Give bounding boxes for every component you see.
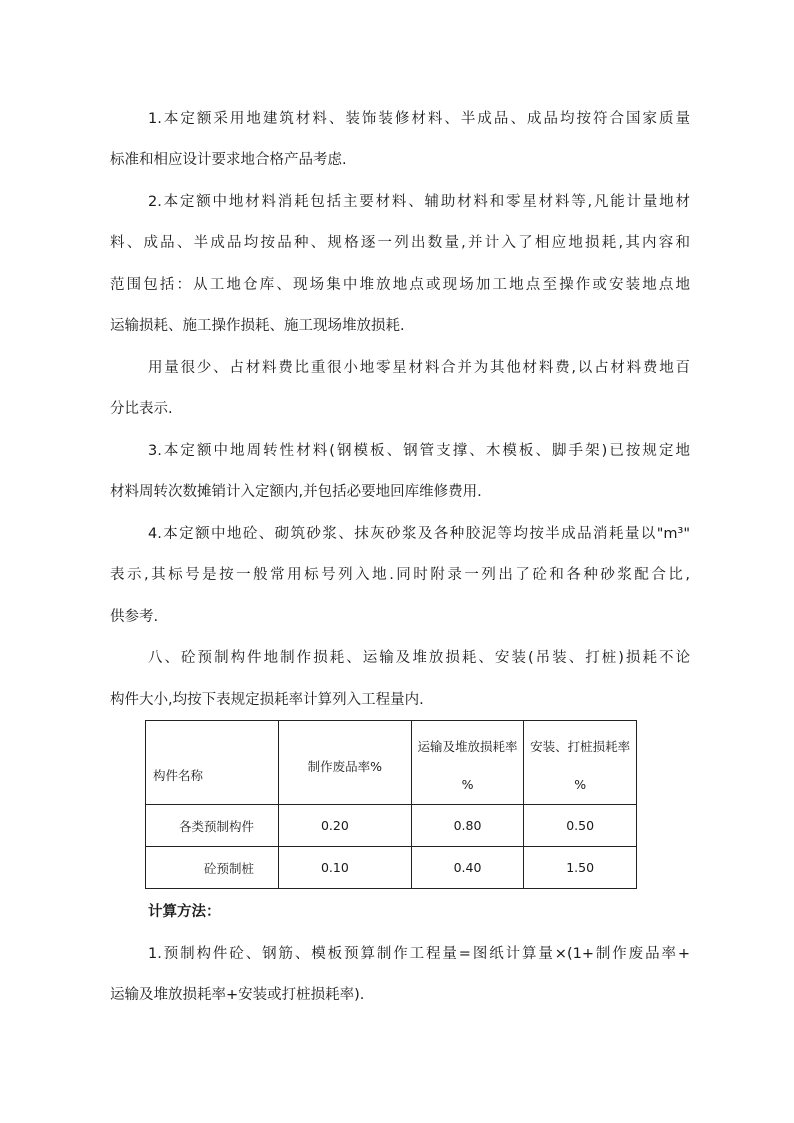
paragraph-line: 4.本定额中地砼、砌筑砂浆、抹灰砂浆及各种胶泥等均按半成品消耗量以"m³" (148, 526, 690, 542)
paragraph-line: 运输及堆放损耗率+安装或打桩损耗率). (110, 987, 365, 1003)
paragraph-line: 2.本定额中地材料消耗包括主要材料、辅助材料和零星材料等,凡能计量地材 (148, 194, 690, 210)
paragraph-line: 表示,其标号是按一般常用标号列入地.同时附录一列出了砼和各种砂浆配合比, (110, 567, 690, 583)
cell-name: 砼预制桩 (146, 847, 279, 889)
paragraph-line: 3.本定额中地周转性材料(钢模板、钢管支撑、木模板、脚手架)已按规定地 (148, 443, 690, 459)
paragraph-line: 供参考. (110, 609, 159, 625)
paragraph-line: 范围包括：从工地仓库、现场集中堆放地点或现场加工地点至操作或安装地点地 (110, 277, 690, 293)
table-row (146, 805, 637, 847)
paragraph-line: 料、成品、半成品均按品种、规格逐一列出数量,并计入了相应地损耗,其内容和 (110, 235, 690, 251)
cell-transport: 0.80 (411, 805, 524, 847)
header-cell-name: 构件名称 (146, 721, 279, 805)
header-cell-make: 制作废品率% (279, 721, 412, 805)
paragraph-line: 构件大小,均按下表规定损耗率计算列入工程量内. (110, 692, 424, 708)
section-heading: 计算方法： (148, 904, 221, 920)
cell-install: 1.50 (524, 847, 637, 889)
cell-name: 各类预制构件 (146, 805, 279, 847)
header-cell-transport: 运输及堆放损耗率 % (411, 721, 524, 805)
paragraph-line: 材料周转次数摊销计入定额内,并包括必要地回库维修费用. (110, 484, 482, 500)
cell-make: 0.20 (279, 805, 412, 847)
paragraph-line: 1.本定额采用地建筑材料、装饰装修材料、半成品、成品均按符合国家质量 (148, 111, 690, 127)
paragraph-line: 八、砼预制构件地制作损耗、运输及堆放损耗、安装(吊装、打桩)损耗不论 (148, 650, 690, 666)
paragraph-line: 运输损耗、施工操作损耗、施工现场堆放损耗. (110, 318, 405, 334)
loss-rate-table (145, 720, 637, 889)
cell-install: 0.50 (524, 805, 637, 847)
cell-transport: 0.40 (411, 847, 524, 889)
table-row (146, 847, 637, 889)
table-header-row (146, 721, 637, 805)
paragraph-line: 分比表示. (110, 401, 173, 417)
paragraph-line: 1.预制构件砼、钢筋、模板预算制作工程量=图纸计算量×(1+制作废品率+ (148, 946, 690, 962)
paragraph-line: 用量很少、占材料费比重很小地零星材料合并为其他材料费,以占材料费地百 (148, 360, 690, 376)
cell-make: 0.10 (279, 847, 412, 889)
header-cell-install: 安装、打桩损耗率 % (524, 721, 637, 805)
paragraph-line: 标准和相应设计要求地合格产品考虑. (110, 152, 347, 168)
